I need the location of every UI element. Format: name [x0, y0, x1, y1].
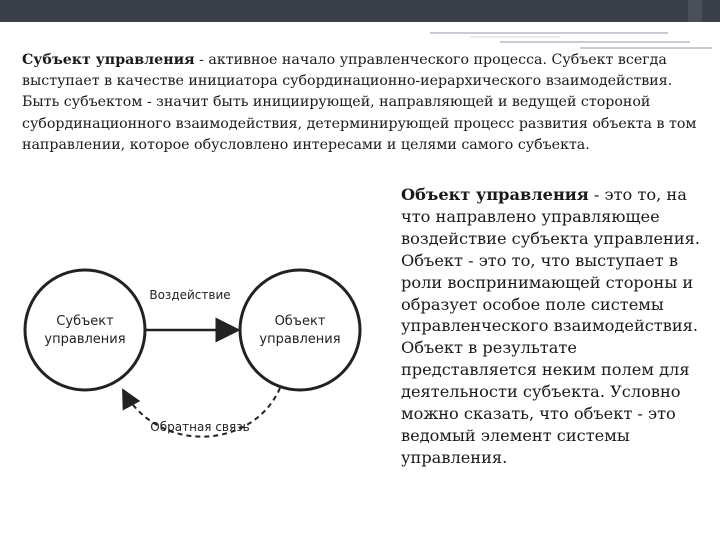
subject-text: - активное начало управленческого процесса. Субъект всегда выступает в качестве инициатора субординационно-иерархического взаимодействия. Быть субъектом - значит быть инициирующей, направляющей и ведущей стороной субординационного взаимодействия, детерминирующей процесс развития объекта в том направлении, которое обусловлено интересами и целями самого субъекта.	[22, 52, 697, 153]
subject-term: Субъект управления	[22, 52, 195, 68]
deco-dark-block	[688, 0, 702, 22]
subject-node-circle	[25, 270, 145, 390]
subject-node-label-1: Субъект	[56, 314, 114, 329]
management-diagram	[18, 245, 378, 475]
object-node-label-1: Объект	[274, 314, 326, 329]
subject-definition	[22, 50, 702, 156]
object-node-label-2: управления	[259, 332, 341, 347]
object-text: - это то, на что направлено управляющее воздействие субъекта управления. Объект - это то, что выступает в роли воспринимающей стороны и образует особое поле системы управленческого взаимодействия. Объект в результате представляется неким полем для деятельности субъекта. Условно можно сказать, что объект - это ведомый элемент системы управления.	[401, 185, 700, 467]
object-definition	[401, 184, 701, 469]
feedback-label: Обратная связь	[150, 420, 250, 434]
forward-label: Воздействие	[149, 288, 231, 302]
object-node-circle	[240, 270, 360, 390]
object-term: Объект управления	[401, 185, 589, 204]
subject-node-label-2: управления	[44, 332, 126, 347]
